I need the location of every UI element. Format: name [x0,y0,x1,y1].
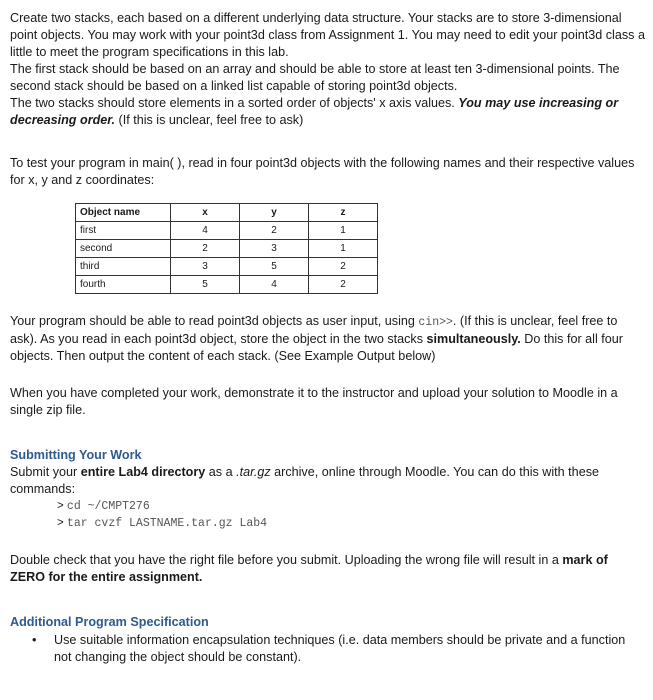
points-table [75,203,378,294]
table-header: y [240,204,309,222]
table-header: z [309,204,378,222]
table-cell: 1 [309,222,378,240]
intro-paragraph [10,10,646,129]
lab4-emphasis: entire Lab4 directory [80,465,206,479]
table-row [76,276,378,294]
completion-paragraph: When you have completed your work, demonstrate it to the instructor and upload your solution to Moodle in a single zip file. [10,386,618,417]
table-cell: third [76,258,171,276]
zero-mark-warning: mark of ZERO for the entire assignment. [10,553,608,584]
table-cell: 2 [171,240,240,258]
intro-sentence-1: Create two stacks, each based on a different underlying data structure. Your stacks are to store 3-dimensional point objects. You may work with your point3d class from Assignment 1. You may need to edit your point3d class a little to meet the program specifications in this lab. [10,11,645,59]
table-row [76,222,378,240]
command-line-1 [57,498,150,515]
command-text: cd ~/CMPT276 [66,500,150,513]
table-row [76,240,378,258]
table-cell: 2 [240,222,309,240]
prompt-icon: > [57,517,64,529]
simultaneously-emphasis: simultaneously. [426,332,521,346]
table-cell: 1 [309,240,378,258]
table-cell: 4 [240,276,309,294]
table-cell: second [76,240,171,258]
table-cell: 2 [309,276,378,294]
command-line-2 [57,515,267,532]
table-cell: 5 [171,276,240,294]
table-cell: 4 [171,222,240,240]
table-cell: 3 [240,240,309,258]
intro-sentence-2: The first stack should be based on an array and should be able to store at least ten 3-dimensional points. The second stack should be based on a linked list capable of storing point3d objects. [10,62,620,93]
cin-code: cin>> [418,316,453,329]
submit-paragraph: Submit your entire Lab4 directory as a .tar.gz archive, online through Moodle. You can do this with these commands: [10,465,599,496]
table-header: Object name [76,204,171,222]
table-header: x [171,204,240,222]
table-row [76,258,378,276]
spec-item-text: Use suitable information encapsulation techniques (i.e. data members should be private and a function not changing the object should be constant). [54,633,626,664]
input-paragraph: Your program should be able to read point3d objects as user input, using cin>>. (If this is unclear, feel free to ask). As you read in each point3d object, store the object in the two stacks simultaneously. Do this for all four objects. Then output the content of each stack. (See Example Output below) [10,314,623,363]
bullet-icon: • [32,633,37,647]
list-item [32,632,644,666]
table-cell: 3 [171,258,240,276]
table-cell: 5 [240,258,309,276]
test-paragraph: To test your program in main( ), read in four point3d objects with the following names and their respective values for x, y and z coordinates: [10,156,635,187]
intro-sentence-3: The two stacks should store elements in a sorted order of objects' x axis values. You may use increasing or decreasing order. (If this is unclear, feel free to ask) [10,96,619,127]
prompt-icon: > [57,500,64,512]
order-emphasis: You may use increasing or decreasing order. [10,96,619,127]
check-paragraph: Double check that you have the right file before you submit. Uploading the wrong file will result in a mark of ZERO for the entire assignment. [10,553,608,584]
table-cell: first [76,222,171,240]
table-header-row [76,204,378,222]
table-cell: 2 [309,258,378,276]
spec-heading: Additional Program Specification [10,615,209,629]
submitting-heading: Submitting Your Work [10,448,142,462]
tar-extension: .tar.gz [236,465,271,479]
command-text: tar cvzf LASTNAME.tar.gz Lab4 [66,517,268,530]
table-cell: fourth [76,276,171,294]
